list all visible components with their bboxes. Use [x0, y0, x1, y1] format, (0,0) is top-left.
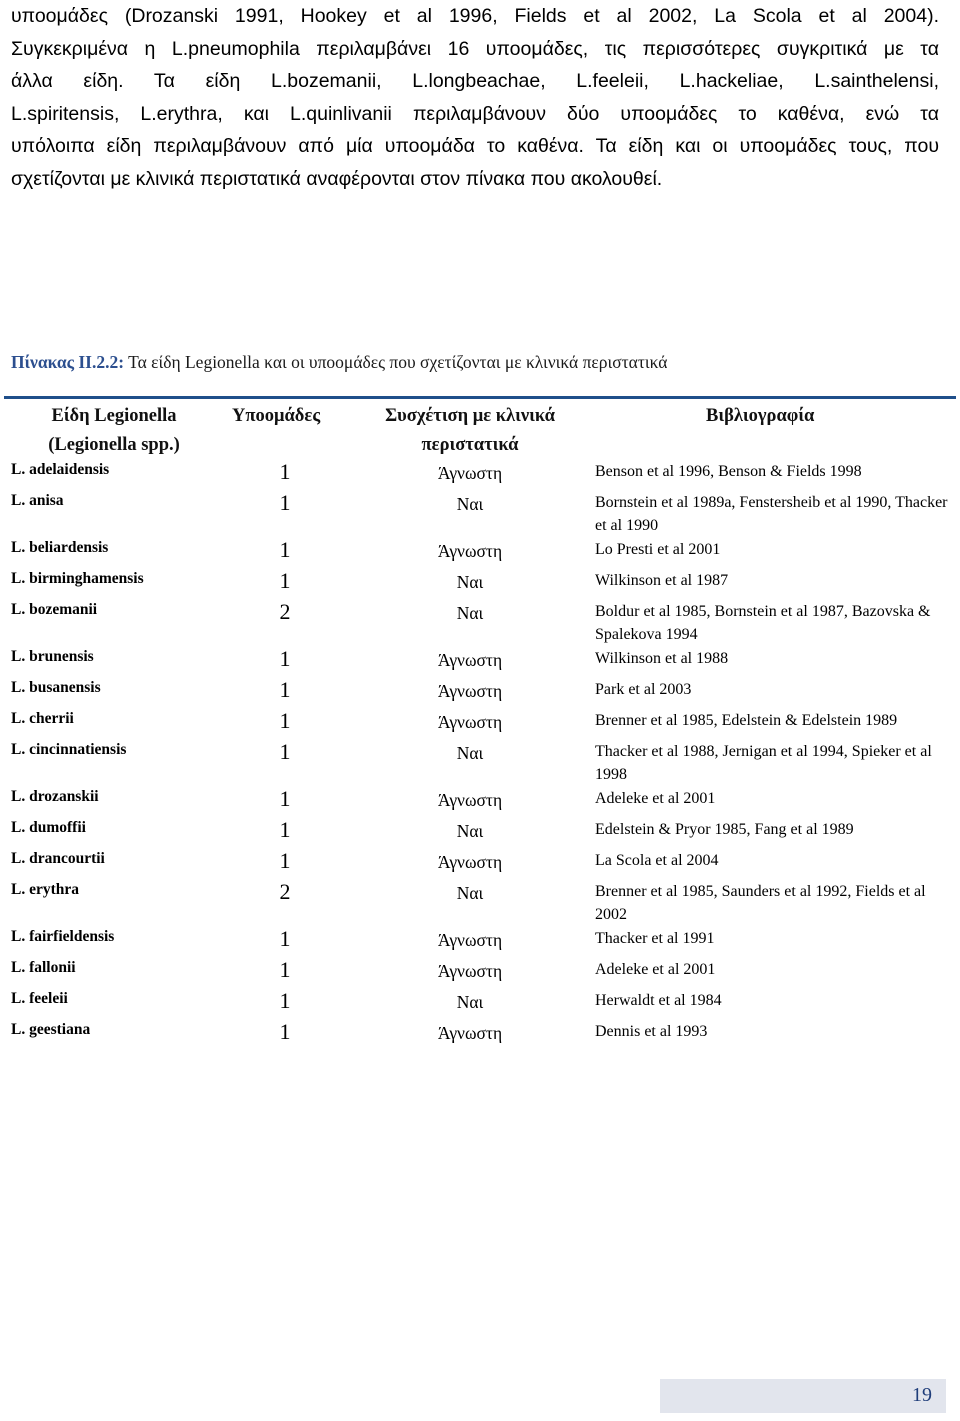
reference-cell: Dennis et al 1993 [595, 1023, 708, 1040]
header-clinical-line1: Συσχέτιση με κλινικά [385, 406, 555, 426]
subgroups-cell: 1 [279, 677, 291, 702]
clinical-cell: Άγνωστη [437, 961, 503, 981]
species-cell: L. dumoffii [11, 819, 86, 836]
subgroups-cell: 1 [279, 568, 291, 593]
reference-cell: Lo Presti et al 2001 [595, 541, 721, 558]
reference-cell: Edelstein & Pryor 1985, Fang et al 1989 [595, 821, 854, 838]
reference-cell: Adeleke et al 2001 [595, 961, 716, 978]
caption-label: Πίνακας ΙΙ.2.2: [11, 352, 125, 372]
clinical-cell: Ναι [456, 603, 484, 623]
subgroups-cell: 1 [279, 848, 291, 873]
intro-paragraph [11, 0, 939, 196]
intro-line: άλλα είδη. Τα είδη L.bozemanii, L.longbeachae, L.feeleii, L.hackeliae, L.sainthelensi, [11, 70, 939, 93]
clinical-cell: Άγνωστη [437, 712, 503, 732]
reference-cell: Boldur et al 1985, Bornstein et al 1987, Bazovska & Spalekova 1994 [595, 603, 931, 643]
clinical-cell: Ναι [456, 992, 484, 1012]
clinical-cell: Άγνωστη [437, 852, 503, 872]
page-footer [660, 1379, 946, 1413]
clinical-cell: Άγνωστη [437, 790, 503, 810]
species-cell: L. cincinnatiensis [11, 741, 127, 758]
species-cell: L. erythra [11, 881, 80, 898]
species-cell: L. drozanskii [11, 788, 99, 805]
clinical-cell: Άγνωστη [437, 541, 503, 561]
species-cell: L. anisa [11, 492, 64, 509]
species-cell: L. fallonii [11, 959, 76, 976]
species-cell: L. feeleii [11, 990, 68, 1007]
species-cell: L. busanensis [11, 679, 101, 696]
clinical-cell: Ναι [456, 883, 484, 903]
header-species [34, 402, 194, 460]
reference-cell: Brenner et al 1985, Edelstein & Edelstein 1989 [595, 712, 898, 729]
species-cell: L. fairfieldensis [11, 928, 115, 945]
reference-cell: La Scola et al 2004 [595, 852, 719, 869]
header-references: Βιβλιογραφία [706, 406, 815, 426]
clinical-cell: Άγνωστη [437, 681, 503, 701]
species-cell: L. cherrii [11, 710, 74, 727]
species-cell: L. brunensis [11, 648, 94, 665]
reference-cell: Park et al 2003 [595, 681, 692, 698]
subgroups-cell: 2 [279, 879, 291, 904]
subgroups-cell: 1 [279, 1019, 291, 1044]
intro-line: υποομάδες (Drozanski 1991, Hookey et al 1996, Fields et al 2002, La Scola et al 2004). [11, 5, 939, 27]
reference-cell: Bornstein et al 1989a, Fenstersheib et al 1990, Thacker et al 1990 [595, 494, 948, 534]
header-species-line2: (Legionella spp.) [48, 435, 180, 455]
clinical-cell: Άγνωστη [437, 930, 503, 950]
header-clinical [362, 402, 578, 460]
species-cell: L. geestiana [11, 1021, 91, 1038]
header-clinical-line2: περιστατικά [421, 435, 519, 455]
intro-line: υπόλοιπα είδη περιλαμβάνουν από μία υποομάδα το καθένα. Τα είδη και οι υποομάδες τους, που [11, 135, 939, 158]
header-species-line1: Είδη Legionella [51, 406, 177, 426]
species-cell: L. drancourtii [11, 850, 105, 867]
intro-line: Συγκεκριμένα η L.pneumophila περιλαμβάνει 16 υποομάδες, τις περισσότερες συγκριτικά με τα [11, 37, 939, 60]
clinical-cell: Άγνωστη [437, 463, 503, 483]
clinical-cell: Ναι [456, 743, 484, 763]
subgroups-cell: 1 [279, 786, 291, 811]
clinical-cell: Άγνωστη [437, 1023, 503, 1043]
subgroups-cell: 1 [279, 708, 291, 733]
species-cell: L. beliardensis [11, 539, 109, 556]
reference-cell: Wilkinson et al 1987 [595, 572, 729, 589]
reference-cell: Wilkinson et al 1988 [595, 650, 729, 667]
reference-cell: Benson et al 1996, Benson & Fields 1998 [595, 463, 862, 480]
page-number: 19 [912, 1384, 932, 1406]
subgroups-cell: 1 [279, 646, 291, 671]
reference-cell: Thacker et al 1988, Jernigan et al 1994, Spieker et al 1998 [595, 743, 932, 783]
clinical-cell: Άγνωστη [437, 650, 503, 670]
table-top-rule [4, 396, 956, 399]
subgroups-cell: 1 [279, 739, 291, 764]
reference-cell: Herwaldt et al 1984 [595, 992, 722, 1009]
table-caption [11, 352, 667, 373]
clinical-cell: Ναι [456, 821, 484, 841]
intro-line: L.spiritensis, L.erythra, και L.quinlivanii περιλαμβάνουν δύο υποομάδες το καθένα, ενώ τα [11, 102, 939, 125]
species-cell: L. bozemanii [11, 601, 98, 618]
reference-cell: Thacker et al 1991 [595, 930, 715, 947]
header-subgroups: Υποομάδες [232, 406, 321, 426]
subgroups-cell: 1 [279, 490, 291, 515]
caption-text: Τα είδη Legionella και οι υποομάδες που σχετίζονται με κλινικά περιστατικά [128, 352, 668, 372]
subgroups-cell: 2 [279, 599, 291, 624]
subgroups-cell: 1 [279, 459, 291, 484]
intro-line: σχετίζονται με κλινικά περιστατικά αναφέρονται στον πίνακα που ακολουθεί. [11, 167, 663, 190]
subgroups-cell: 1 [279, 537, 291, 562]
reference-cell: Brenner et al 1985, Saunders et al 1992, Fields et al 2002 [595, 883, 926, 923]
subgroups-cell: 1 [279, 988, 291, 1013]
clinical-cell: Ναι [456, 572, 484, 592]
clinical-cell: Ναι [456, 494, 484, 514]
subgroups-cell: 1 [279, 926, 291, 951]
subgroups-cell: 1 [279, 817, 291, 842]
species-cell: L. adelaidensis [11, 461, 110, 478]
subgroups-cell: 1 [279, 957, 291, 982]
reference-cell: Adeleke et al 2001 [595, 790, 716, 807]
species-cell: L. birminghamensis [11, 570, 144, 587]
